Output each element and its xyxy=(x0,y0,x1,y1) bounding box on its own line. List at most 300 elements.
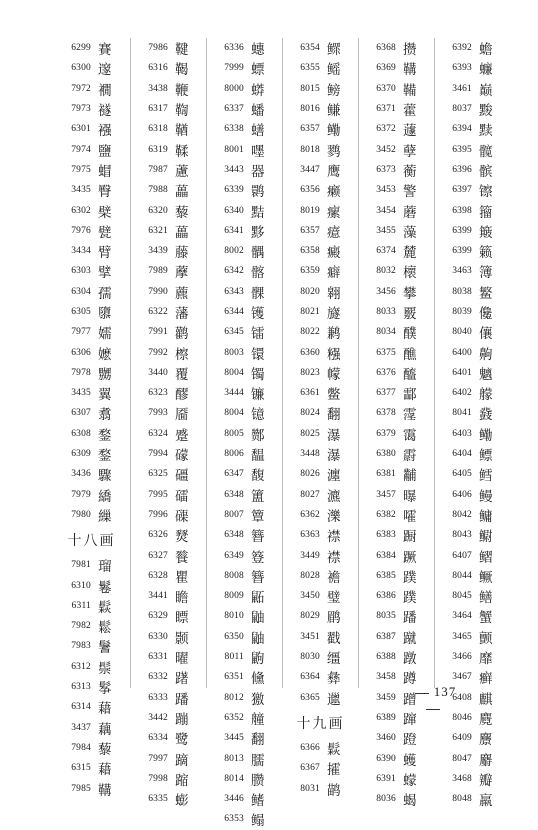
index-entry xyxy=(208,221,281,241)
index-entry xyxy=(132,505,205,525)
entry-number: 8027 xyxy=(300,489,320,500)
entry-character: 靡 xyxy=(479,651,493,668)
entry-character: 癣 xyxy=(479,671,493,688)
entry-number: 6376 xyxy=(376,367,396,378)
entry-number: 6367 xyxy=(300,763,320,774)
entry-character: 攉 xyxy=(327,762,341,779)
entry-character: 臜 xyxy=(251,772,265,789)
entry-number: 3443 xyxy=(224,164,244,175)
entry-character: 鞨 xyxy=(175,62,189,79)
index-entry xyxy=(360,566,433,586)
entry-character: 鹨 xyxy=(327,143,341,160)
entry-number: 6318 xyxy=(148,124,168,135)
index-entry xyxy=(55,221,128,241)
entry-character: 嬷 xyxy=(98,346,112,363)
entry-number: 3447 xyxy=(300,164,320,175)
entry-character: 曝 xyxy=(403,488,417,505)
index-entry xyxy=(436,789,509,809)
index-entry xyxy=(284,485,357,505)
entry-character: 髌 xyxy=(479,163,493,180)
index-entry xyxy=(55,677,128,697)
entry-character: 翥 xyxy=(98,407,112,424)
entry-number: 8004 xyxy=(224,408,244,419)
entry-number: 8034 xyxy=(376,327,396,338)
entry-character: 襉 xyxy=(98,82,112,99)
entry-number: 6326 xyxy=(148,530,168,541)
entry-number: 6349 xyxy=(224,550,244,561)
entry-number: 8011 xyxy=(224,652,244,663)
index-entry xyxy=(360,627,433,647)
entry-number: 6368 xyxy=(376,43,396,54)
index-entry xyxy=(436,464,509,484)
entry-number: 7984 xyxy=(71,742,91,753)
index-entry xyxy=(55,444,128,464)
index-entry xyxy=(436,424,509,444)
entry-character: 蹼 xyxy=(403,569,417,586)
index-entry xyxy=(208,99,281,119)
index-entry xyxy=(436,485,509,505)
index-entry xyxy=(55,738,128,758)
index-entry xyxy=(284,58,357,78)
entry-number: 8028 xyxy=(300,570,320,581)
entry-character: 麓 xyxy=(403,245,417,262)
entry-character: 霨 xyxy=(403,448,417,465)
entry-number: 7991 xyxy=(148,327,168,338)
index-entry xyxy=(360,464,433,484)
entry-character: 蹢 xyxy=(175,752,189,769)
entry-number: 6348 xyxy=(224,530,244,541)
entry-number: 6337 xyxy=(224,104,244,115)
index-entry xyxy=(360,79,433,99)
entry-number: 8015 xyxy=(300,83,320,94)
entry-number: 8044 xyxy=(452,570,472,581)
index-entry xyxy=(360,647,433,667)
entry-character: 缰 xyxy=(327,651,341,668)
index-entry xyxy=(436,38,509,58)
entry-character: 麑 xyxy=(479,711,493,728)
entry-character: 鼗 xyxy=(479,407,493,424)
index-entry xyxy=(436,282,509,302)
entry-character: 蹦 xyxy=(175,711,189,728)
entry-character: 儵 xyxy=(251,671,265,688)
index-entry xyxy=(208,241,281,261)
page-number xyxy=(398,684,468,716)
index-entry xyxy=(208,403,281,423)
entry-character: 警 xyxy=(403,184,417,201)
entry-number: 6389 xyxy=(376,712,396,723)
index-entry xyxy=(132,119,205,139)
entry-number: 6379 xyxy=(376,428,396,439)
index-entry xyxy=(208,505,281,525)
index-entry xyxy=(208,728,281,748)
index-entry xyxy=(132,180,205,200)
entry-number: 7974 xyxy=(71,144,91,155)
entry-character: 戳 xyxy=(327,630,341,647)
entry-number: 6304 xyxy=(71,286,91,297)
entry-character: 簿 xyxy=(479,265,493,282)
entry-number: 8030 xyxy=(300,652,320,663)
entry-number: 7997 xyxy=(148,753,168,764)
entry-number: 6408 xyxy=(452,692,472,703)
entry-character: 蘧 xyxy=(403,123,417,140)
index-entry xyxy=(284,586,357,606)
entry-character: 襁 xyxy=(98,123,112,140)
index-entry xyxy=(284,403,357,423)
entry-character: 髃 xyxy=(251,245,265,262)
entry-number: 3435 xyxy=(71,185,91,196)
index-entry xyxy=(132,79,205,99)
entry-number: 8035 xyxy=(376,611,396,622)
entry-number: 6321 xyxy=(148,225,168,236)
entry-number: 6324 xyxy=(148,428,168,439)
index-entry xyxy=(55,657,128,677)
index-entry xyxy=(208,139,281,159)
entry-number: 8022 xyxy=(300,327,320,338)
index-entry xyxy=(284,464,357,484)
entry-number: 6364 xyxy=(300,672,320,683)
entry-number: 6404 xyxy=(452,449,472,460)
index-entry xyxy=(55,718,128,738)
entry-character: 籀 xyxy=(479,204,493,221)
index-entry xyxy=(360,322,433,342)
index-entry xyxy=(208,363,281,383)
entry-character: 鞣 xyxy=(175,143,189,160)
entry-character: 鍪 xyxy=(98,448,112,465)
entry-character: 巅 xyxy=(479,82,493,99)
index-entry xyxy=(132,769,205,789)
entry-character: 蹾 xyxy=(403,651,417,668)
entry-character: 蟛 xyxy=(175,793,189,810)
entry-number: 3436 xyxy=(71,469,91,480)
index-entry xyxy=(360,261,433,281)
index-entry xyxy=(284,738,357,758)
entry-number: 6327 xyxy=(148,550,168,561)
index-entry xyxy=(284,160,357,180)
entry-number: 6310 xyxy=(71,580,91,591)
index-entry xyxy=(55,180,128,200)
index-entry xyxy=(284,525,357,545)
entry-character: 襟 xyxy=(327,529,341,546)
entry-character: 藟 xyxy=(175,184,189,201)
entry-number: 8029 xyxy=(300,611,320,622)
index-column-3 xyxy=(208,38,281,830)
index-entry xyxy=(284,363,357,383)
index-entry xyxy=(360,424,433,444)
entry-character: 蹭 xyxy=(403,691,417,708)
index-entry xyxy=(55,38,128,58)
entry-character: 簠 xyxy=(251,488,265,505)
entry-character: 翱 xyxy=(327,285,341,302)
entry-number: 8026 xyxy=(300,469,320,480)
entry-number: 7996 xyxy=(148,509,168,520)
entry-number: 6398 xyxy=(452,205,472,216)
entry-number: 7998 xyxy=(148,773,168,784)
entry-number: 8024 xyxy=(300,408,320,419)
entry-number: 7983 xyxy=(71,641,91,652)
entry-character: 鳔 xyxy=(479,448,493,465)
entry-number: 6300 xyxy=(71,63,91,74)
folio-dash-right xyxy=(426,709,440,710)
entry-number: 8020 xyxy=(300,286,320,297)
entry-number: 6371 xyxy=(376,104,396,115)
index-entry xyxy=(55,200,128,220)
entry-character: 鼩 xyxy=(251,651,265,668)
entry-number: 6394 xyxy=(452,124,472,135)
index-column-4 xyxy=(284,38,357,799)
entry-number: 6392 xyxy=(452,43,472,54)
entry-number: 7999 xyxy=(224,63,244,74)
index-entry xyxy=(284,322,357,342)
entry-character: 黢 xyxy=(479,103,493,120)
entry-number: 6375 xyxy=(376,347,396,358)
entry-number: 8041 xyxy=(452,408,472,419)
entry-number: 7992 xyxy=(148,347,168,358)
index-entry xyxy=(208,485,281,505)
index-entry xyxy=(360,383,433,403)
entry-number: 7973 xyxy=(71,104,91,115)
entry-character: 鞧 xyxy=(175,123,189,140)
entry-number: 6335 xyxy=(148,794,168,805)
entry-number: 3459 xyxy=(376,692,396,703)
entry-number: 6405 xyxy=(452,469,472,480)
index-entry xyxy=(132,58,205,78)
entry-number: 3457 xyxy=(376,489,396,500)
entry-character: 鳓 xyxy=(327,123,341,140)
entry-character: 孺 xyxy=(98,285,112,302)
entry-number: 7988 xyxy=(148,185,168,196)
column-divider xyxy=(206,38,207,688)
entry-number: 6351 xyxy=(224,672,244,683)
index-entry xyxy=(132,525,205,545)
entry-character: 臀 xyxy=(98,184,112,201)
index-entry xyxy=(208,444,281,464)
entry-number: 3463 xyxy=(452,266,472,277)
entry-character: 蹲 xyxy=(403,671,417,688)
entry-character: 驟 xyxy=(98,468,112,485)
entry-character: 覆 xyxy=(175,366,189,383)
entry-number: 6303 xyxy=(71,266,91,277)
index-entry xyxy=(436,139,509,159)
index-entry xyxy=(208,769,281,789)
entry-character: 魑 xyxy=(479,366,493,383)
index-entry xyxy=(284,778,357,798)
entry-number: 6328 xyxy=(148,570,168,581)
index-entry xyxy=(132,647,205,667)
index-entry xyxy=(132,728,205,748)
index-entry xyxy=(208,809,281,829)
entry-number: 6360 xyxy=(300,347,320,358)
index-entry xyxy=(208,302,281,322)
entry-character: 翼 xyxy=(98,387,112,404)
entry-number: 8019 xyxy=(300,205,320,216)
entry-character: 臂 xyxy=(98,245,112,262)
entry-number: 8046 xyxy=(452,712,472,723)
entry-number: 6340 xyxy=(224,205,244,216)
entry-character: 臑 xyxy=(251,752,265,769)
index-entry xyxy=(208,342,281,362)
entry-character: 藕 xyxy=(98,721,112,738)
index-entry xyxy=(208,261,281,281)
index-entry xyxy=(436,221,509,241)
entry-number: 6397 xyxy=(452,185,472,196)
index-entry xyxy=(55,79,128,99)
entry-character: 酂 xyxy=(251,427,265,444)
entry-character: 鞬 xyxy=(175,42,189,59)
entry-number: 8013 xyxy=(224,753,244,764)
entry-character: 邃 xyxy=(98,62,112,79)
entry-number: 6384 xyxy=(376,550,396,561)
entry-character: 藿 xyxy=(403,103,417,120)
index-entry xyxy=(55,555,128,575)
entry-character: 醪 xyxy=(175,387,189,404)
index-entry xyxy=(360,769,433,789)
entry-character: 镯 xyxy=(251,366,265,383)
index-entry xyxy=(436,322,509,342)
entry-number: 3441 xyxy=(148,591,168,602)
index-entry xyxy=(208,647,281,667)
entry-number: 3452 xyxy=(376,144,396,155)
index-entry xyxy=(132,403,205,423)
entry-number: 6344 xyxy=(224,307,244,317)
entry-character: 鹭 xyxy=(175,732,189,749)
entry-number: 6305 xyxy=(71,307,91,317)
entry-number: 6329 xyxy=(148,611,168,622)
index-entry xyxy=(132,221,205,241)
entry-number: 3460 xyxy=(376,733,396,744)
entry-number: 8016 xyxy=(300,104,320,115)
entry-number: 6308 xyxy=(71,428,91,439)
index-entry xyxy=(360,180,433,200)
entry-character: 蟹 xyxy=(479,610,493,627)
entry-number: 7979 xyxy=(71,489,91,500)
entry-character: 醭 xyxy=(403,326,417,343)
entry-character: 璧 xyxy=(327,590,341,607)
entry-number: 8009 xyxy=(224,591,244,602)
entry-character: 獥 xyxy=(251,691,265,708)
entry-character: 鹰 xyxy=(327,163,341,180)
entry-character: 彝 xyxy=(327,671,341,688)
entry-character: 鳍 xyxy=(251,793,265,810)
entry-character: 鳐 xyxy=(327,62,341,79)
entry-number: 6396 xyxy=(452,164,472,175)
entry-character: 黠 xyxy=(251,204,265,221)
entry-number: 6378 xyxy=(376,408,396,419)
index-entry xyxy=(55,616,128,636)
index-entry xyxy=(360,363,433,383)
entry-number: 6309 xyxy=(71,449,91,460)
entry-number: 8005 xyxy=(224,428,244,439)
entry-character: 檗 xyxy=(98,204,112,221)
entry-character: 鬆 xyxy=(98,620,112,637)
entry-character: 邋 xyxy=(327,691,341,708)
entry-number: 6330 xyxy=(148,631,168,642)
entry-character: 蠊 xyxy=(479,62,493,79)
entry-character: 蘅 xyxy=(403,163,417,180)
entry-number: 3439 xyxy=(148,246,168,257)
entry-character: 蹬 xyxy=(403,732,417,749)
index-entry xyxy=(360,241,433,261)
entry-number: 6407 xyxy=(452,550,472,561)
entry-number: 6362 xyxy=(300,509,320,520)
entry-number: 8003 xyxy=(224,347,244,358)
entry-character: 醯 xyxy=(403,366,417,383)
entry-character: 藜 xyxy=(98,741,112,758)
entry-number: 6382 xyxy=(376,509,396,520)
entry-number: 8014 xyxy=(224,773,244,784)
index-entry xyxy=(132,383,205,403)
entry-number: 7978 xyxy=(71,367,91,378)
index-entry xyxy=(436,545,509,565)
entry-character: 嬲 xyxy=(98,366,112,383)
index-entry xyxy=(360,282,433,302)
entry-character: 鳝 xyxy=(479,590,493,607)
index-entry xyxy=(360,38,433,58)
entry-character: 癜 xyxy=(327,245,341,262)
entry-number: 6307 xyxy=(71,408,91,419)
index-entry xyxy=(284,758,357,778)
entry-character: 镭 xyxy=(251,326,265,343)
index-entry xyxy=(208,627,281,647)
entry-number: 3446 xyxy=(224,794,244,805)
entry-number: 8002 xyxy=(224,246,244,257)
entry-character: 燹 xyxy=(175,529,189,546)
entry-character: 镬 xyxy=(251,306,265,322)
entry-number: 3465 xyxy=(452,631,472,642)
index-entry xyxy=(284,221,357,241)
entry-character: 鞲 xyxy=(403,62,417,79)
index-entry xyxy=(360,525,433,545)
entry-character: 藻 xyxy=(403,224,417,241)
index-entry xyxy=(436,180,509,200)
entry-number: 6301 xyxy=(71,124,91,135)
entry-number: 6353 xyxy=(224,814,244,825)
entry-number: 6312 xyxy=(71,661,91,672)
entry-character: 鳙 xyxy=(479,508,493,525)
entry-character: 鳕 xyxy=(479,468,493,485)
entry-number: 6322 xyxy=(148,307,168,317)
index-entry xyxy=(436,261,509,281)
entry-character: 蝎 xyxy=(403,793,417,810)
index-entry xyxy=(436,403,509,423)
entry-number: 6315 xyxy=(71,763,91,774)
entry-number: 8007 xyxy=(224,509,244,520)
entry-character: 礓 xyxy=(175,468,189,485)
entry-character: 镱 xyxy=(251,407,265,424)
entry-number: 6323 xyxy=(148,388,168,399)
index-entry xyxy=(284,505,357,525)
entry-number: 6347 xyxy=(224,469,244,480)
entry-character: 瘰 xyxy=(327,204,341,221)
index-entry xyxy=(436,525,509,545)
entry-character: 攒 xyxy=(403,42,417,59)
entry-number: 6399 xyxy=(452,225,472,236)
entry-character: 蹰 xyxy=(403,529,417,546)
index-entry xyxy=(208,688,281,708)
index-entry xyxy=(436,383,509,403)
entry-number: 6387 xyxy=(376,631,396,642)
entry-number: 6385 xyxy=(376,570,396,581)
index-entry xyxy=(284,342,357,362)
entry-character: 鳏 xyxy=(327,42,341,59)
entry-number: 6403 xyxy=(452,428,472,439)
entry-number: 6336 xyxy=(224,43,244,54)
column-divider xyxy=(282,38,283,688)
index-entry xyxy=(55,302,128,322)
entry-character: 羸 xyxy=(479,793,493,810)
entry-character: 簟 xyxy=(251,508,265,525)
entry-character: 鹛 xyxy=(327,610,341,627)
entry-character: 鞲 xyxy=(98,782,112,799)
